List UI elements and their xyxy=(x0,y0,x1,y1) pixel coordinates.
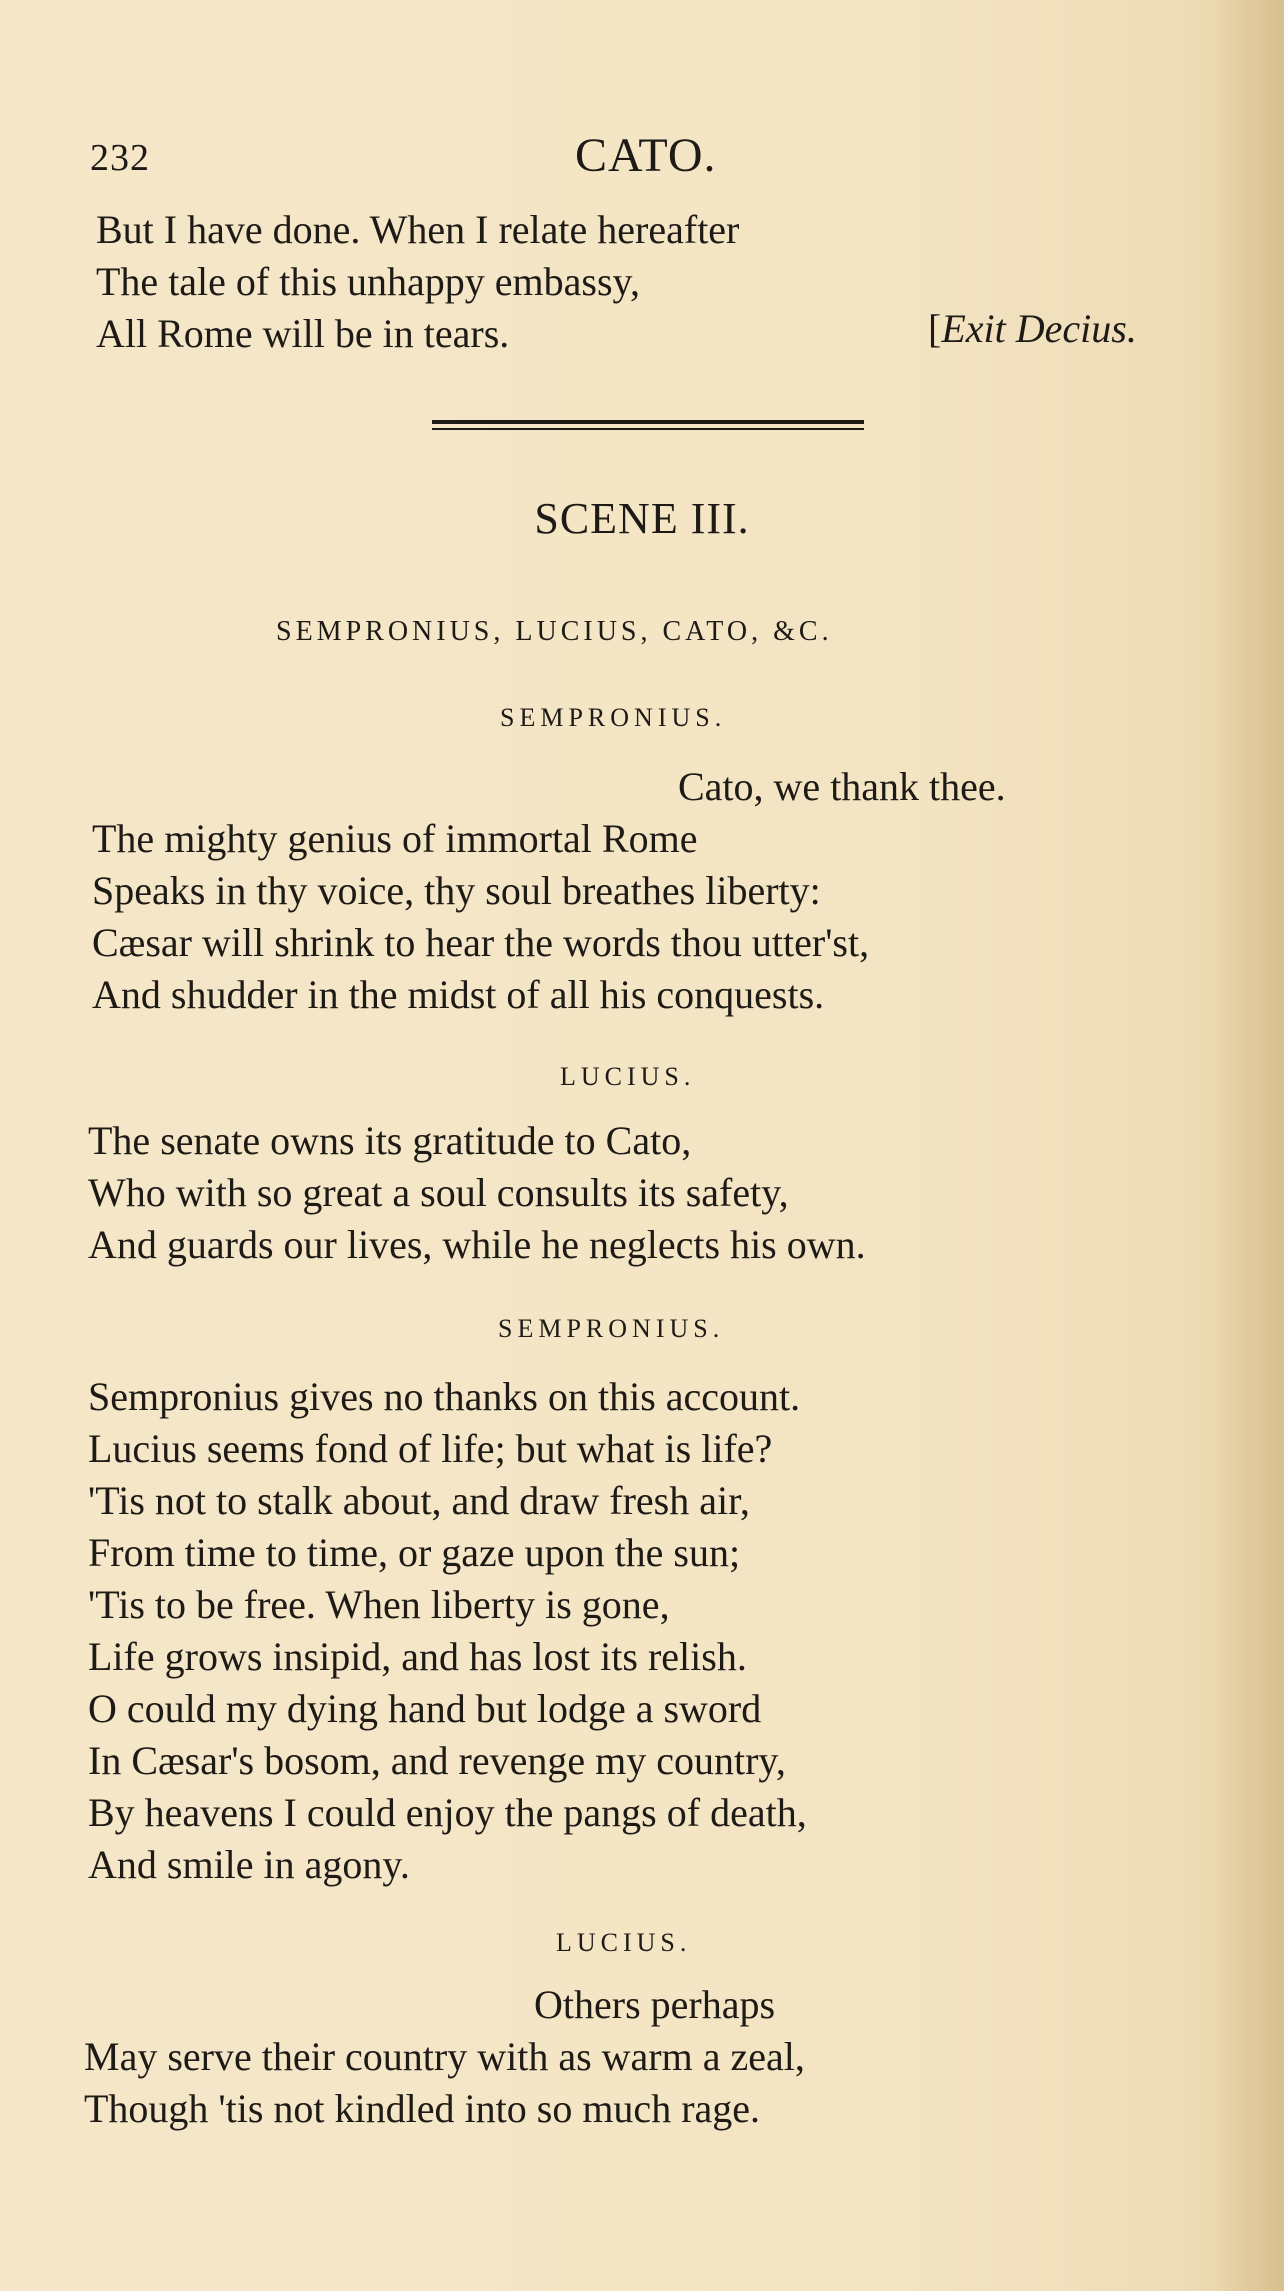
page-number: 232 xyxy=(90,137,150,179)
verse-line: And guards our lives, while he neglects his own. xyxy=(88,1222,866,1267)
verse-line: All Rome will be in tears. xyxy=(96,311,510,356)
verse-line: Lucius seems fond of life; but what is life? xyxy=(88,1426,773,1471)
stage-direction-text: Exit Decius. xyxy=(941,306,1137,351)
verse-line: 'Tis to be free. When liberty is gone, xyxy=(88,1582,670,1627)
verse-line: And smile in agony. xyxy=(88,1842,410,1887)
verse-line: Speaks in thy voice, thy soul breathes liberty: xyxy=(92,868,821,913)
running-title: CATO. xyxy=(575,129,717,182)
exit-stage-direction xyxy=(928,305,1137,352)
page-edge-shadow xyxy=(1214,0,1284,2291)
verse-line: And shudder in the midst of all his conquests. xyxy=(92,972,825,1017)
scene-divider-rule xyxy=(432,420,864,424)
verse-line: Who with so great a soul consults its safety, xyxy=(88,1170,789,1215)
verse-line: 'Tis not to stalk about, and draw fresh air, xyxy=(88,1478,750,1523)
verse-line: The mighty genius of immortal Rome xyxy=(92,816,698,861)
verse-line: The tale of this unhappy embassy, xyxy=(96,259,640,304)
verse-line: The senate owns its gratitude to Cato, xyxy=(88,1118,692,1163)
verse-line: From time to time, or gaze upon the sun; xyxy=(88,1530,741,1575)
verse-line: Though 'tis not kindled into so much rage. xyxy=(84,2086,761,2131)
stage-direction-bracket: [ xyxy=(928,306,942,351)
scene-title: SCENE III. xyxy=(534,494,750,543)
speaker-label: LUCIUS. xyxy=(560,1062,696,1091)
verse-line: But I have done. When I relate hereafter xyxy=(96,207,740,252)
verse-line: O could my dying hand but lodge a sword xyxy=(88,1686,762,1731)
scene-divider-rule-thin xyxy=(432,428,864,430)
speaker-label: SEMPRONIUS. xyxy=(500,703,727,732)
verse-line: Sempronius gives no thanks on this account. xyxy=(88,1374,801,1419)
verse-line: Cato, we thank thee. xyxy=(678,764,1006,809)
verse-line: Others perhaps xyxy=(534,1982,776,2027)
speaker-label: SEMPRONIUS. xyxy=(498,1314,725,1343)
dramatis-personae: SEMPRONIUS, LUCIUS, CATO, &C. xyxy=(276,616,833,647)
running-head xyxy=(90,128,1064,188)
verse-line: May serve their country with as warm a zeal, xyxy=(84,2034,805,2079)
verse-line: In Cæsar's bosom, and revenge my country, xyxy=(88,1738,786,1783)
verse-line: Cæsar will shrink to hear the words thou utter'st, xyxy=(92,920,870,965)
speaker-label: LUCIUS. xyxy=(556,1928,692,1957)
verse-line: Life grows insipid, and has lost its relish. xyxy=(88,1634,747,1679)
verse-line: By heavens I could enjoy the pangs of death, xyxy=(88,1790,807,1835)
